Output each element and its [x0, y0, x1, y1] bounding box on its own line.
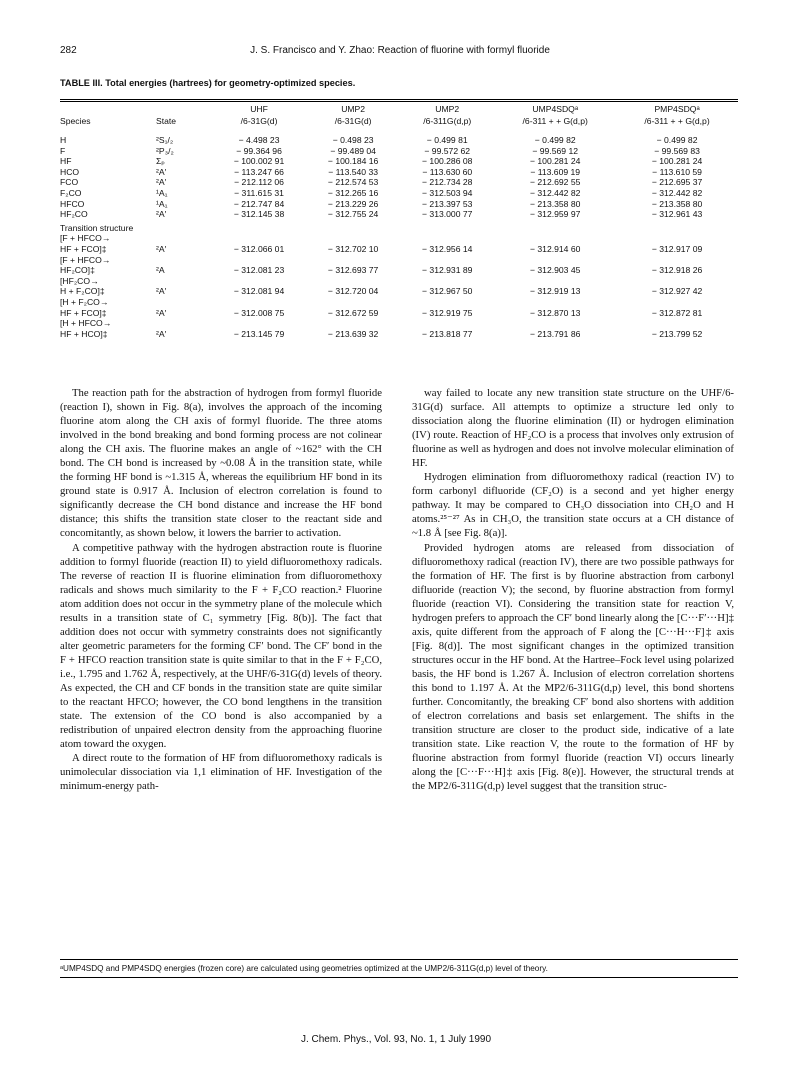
state-cell: ²A′ — [156, 243, 167, 254]
energy-cell: − 213.145 79 — [233, 328, 285, 339]
col-header — [60, 103, 156, 115]
empty-cell — [212, 233, 306, 244]
body-column-right — [412, 386, 734, 793]
state-cell: ²A′ — [156, 177, 167, 188]
empty-cell — [494, 255, 616, 266]
empty-cell — [212, 297, 306, 308]
ts-row — [60, 286, 738, 297]
energy-cell: − 312.919 13 — [529, 286, 581, 297]
species-cell: HCO — [60, 166, 80, 177]
table-top-rule-2 — [60, 101, 738, 102]
energy-cell: − 100.002 91 — [233, 156, 285, 167]
ts-species-line2: HF + FCO]‡ — [60, 243, 107, 254]
empty-cell — [212, 318, 306, 329]
empty-cell — [156, 255, 212, 266]
energy-cell: − 312.702 10 — [327, 243, 379, 254]
body-column-left — [60, 386, 382, 793]
table-row — [60, 209, 738, 220]
species-cell: F — [60, 145, 66, 156]
state-cell: ²A — [156, 265, 165, 276]
col-header-method: UMP2 — [341, 104, 366, 114]
ts-row-label — [60, 297, 738, 308]
energy-cell: − 213.818 77 — [422, 328, 473, 339]
paragraph: Provided hydrogen atoms are released from dissociation of difluoromethoxy radical (reaction IV), there are two possible pathways for the formation of HF. The first is by fluorine abstraction from carbonyl difluoride (reaction V); the second, by fluorine abstraction from formyl fluoride (reaction VI). Considering the transition state for reaction V, hydrogen prefers to approach the CF′ bond linearly along the [C···F′···H]‡ axis, quite different from the approach of F along the [C···H···F]‡ axis [Fig. 8(d)]. The most significant changes in the optimized transition structures occur in the HF bond. At the Hartree–Fock level using polarized basis, the HF bond is 1.267 Å. Inclusion of electron correlation shortens this bond to 1.197 Å. At the MP2/6-311G(d,p) level, this bond shortens further. Concomitantly, the breaking CF′ bond also shortens with addition of electron correlations and basis set enlargement. The shifts in the transition structure are closer to the product side, indicative of a late transition state. Like reaction V, the route to the formation of HF by fluorine abstraction from formyl fluoride (reaction VI) occurs linearly along the [C···F···H]‡ axis [Fig. 8(e)]. However, the structural trends at the MP2/6-311G(d,p) level suggest that the transition struc- — [412, 541, 734, 793]
empty-cell — [306, 297, 400, 308]
energy-cell: − 312.672 59 — [327, 307, 379, 318]
table-header-method-row — [60, 103, 738, 115]
ts-species-line1: [H + HFCO→ — [60, 318, 112, 329]
empty-cell — [156, 276, 212, 287]
energy-cell: − 312.442 82 — [529, 187, 581, 198]
energy-cell: − 212.695 37 — [651, 177, 703, 188]
empty-cell — [212, 276, 306, 287]
col-header-basis: /6-31G(d) — [334, 116, 372, 126]
ts-heading: Transition structure — [60, 222, 134, 233]
empty-cell — [616, 233, 738, 244]
state-cell: ²A′ — [156, 328, 167, 339]
col-header-method: UHF — [250, 104, 268, 114]
empty-cell — [494, 318, 616, 329]
col-header-species: Species — [60, 116, 91, 126]
energy-cell: − 4.498 23 — [238, 135, 280, 145]
energy-cell: − 212.734 28 — [422, 177, 473, 188]
species-cell: H — [60, 135, 67, 145]
energy-cell: − 213.639 32 — [327, 328, 379, 339]
paragraph: A direct route to the formation of HF from difluoromethoxy radicals is unimolecular dissociation via 1,1 elimination of HF. Investigation of the minimum-energy path- — [60, 752, 382, 793]
species-cell: HF₂CO — [60, 209, 88, 220]
empty-cell — [156, 318, 212, 329]
table-row — [60, 167, 738, 178]
table-row — [60, 146, 738, 157]
state-cell: ¹A₁ — [156, 198, 168, 209]
table-footnote: ᵃUMP4SDQ and PMP4SDQ energies (frozen core) are calculated using geometries optimized at the UMP2/6-311G(d,p) level of theory. — [60, 964, 548, 973]
table-row — [60, 177, 738, 188]
energy-cell: − 312.967 50 — [422, 286, 473, 297]
species-cell: HF — [60, 156, 72, 167]
energy-cell: − 212.574 53 — [327, 177, 379, 188]
ts-heading-row — [60, 220, 738, 234]
empty-cell — [616, 276, 738, 287]
empty-cell — [400, 276, 494, 287]
empty-cell — [306, 318, 400, 329]
energy-cell: − 100.184 16 — [327, 156, 379, 167]
empty-cell — [400, 233, 494, 244]
ts-row-label — [60, 255, 738, 266]
col-header-method: PMP4SDQᵃ — [654, 104, 700, 114]
energy-cell: − 312.903 45 — [529, 265, 581, 276]
energy-cell: − 313.000 77 — [422, 209, 473, 220]
paragraph: A competitive pathway with the hydrogen abstraction route is fluorine addition to formyl fluoride (reaction II) to yield difluoromethoxy radicals. The reverse of reaction II is fluorine elimination from difluoromethoxy radicals and shows much similarity to the F + F₂CO reaction.² Fluorine atom addition does not occur in the symmetry plane of the molecule which results in a transition state of C₁ symmetry [Fig. 8(b)]. The fact that addition does not occur with symmetry constraints does not significantly alter geometric parameters for the forming CF′ bond. The CF′ bond in the F + HFCO reaction transition state is quite similar to that in the F + F₂CO, i.e., 1.795 and 1.762 Å, respectively, at the UHF/6-31G(d) levels of theory. As expected, the CH and CF bonds in the transition state are quite similar to the reactant HFCO; however, the CO bond lengthens in the transition state. The extension of the CO bond is also accompanied by a redistribution of unpaired electron density from the approaching fluorine atom toward the oxygen. — [60, 541, 382, 751]
energy-cell: − 99.572 62 — [424, 145, 471, 156]
table-bottom-rule — [60, 959, 738, 960]
ts-row — [60, 265, 738, 276]
ts-species-line1: [F + HFCO→ — [60, 233, 111, 244]
energy-cell: − 312.755 24 — [327, 209, 379, 220]
ts-species-line1: [H + F₂CO→ — [60, 296, 109, 307]
energy-cell: − 0.498 23 — [332, 135, 374, 145]
energy-cell: − 312.956 14 — [422, 243, 473, 254]
empty-cell — [494, 233, 616, 244]
energy-cell: − 99.569 12 — [532, 145, 579, 156]
empty-cell — [156, 233, 212, 244]
energy-cell: − 312.931 89 — [422, 265, 473, 276]
energy-cell: − 311.615 31 — [234, 187, 284, 198]
energy-cell: − 113.609 19 — [530, 166, 581, 177]
table-top-rule — [60, 99, 738, 100]
energy-cell: − 213.397 53 — [422, 198, 473, 209]
energy-cell: − 99.489 04 — [330, 145, 376, 156]
ts-species-line1: [HF₂CO→ — [60, 275, 99, 286]
journal-footer: J. Chem. Phys., Vol. 93, No. 1, 1 July 1990 — [300, 1034, 492, 1045]
energy-cell: − 312.503 94 — [422, 187, 473, 198]
empty-cell — [616, 297, 738, 308]
energy-cell: − 0.499 82 — [656, 135, 698, 145]
species-cell: F₂CO — [60, 187, 82, 198]
state-cell: ²P₃/₂ — [156, 145, 174, 156]
col-header-basis: /6-311G(d,p) — [423, 116, 472, 126]
energy-cell: − 312.872 81 — [651, 307, 703, 318]
ts-species-line2: HF + HCO]‡ — [60, 328, 108, 339]
col-header-basis: /6-311 + + G(d,p) — [522, 116, 588, 126]
empty-cell — [400, 255, 494, 266]
energy-cell: − 100.281 24 — [651, 156, 703, 167]
energy-cell: − 312.145 38 — [233, 209, 285, 220]
empty-cell — [494, 276, 616, 287]
energy-cell: − 312.927 42 — [651, 286, 703, 297]
empty-cell — [156, 297, 212, 308]
table-spacer-row — [60, 127, 738, 135]
energy-cell: − 113.610 59 — [652, 166, 702, 177]
ts-species-line2: H + F₂CO]‡ — [60, 286, 105, 297]
ts-row — [60, 244, 738, 255]
energy-cell: − 212.112 06 — [234, 177, 284, 188]
paragraph: way failed to locate any new transition state structure on the UHF/6-31G(d) surface. All attempts to optimize a structure led only to dissociation along the fluorine elimination (II) or hydrogen elimination (IV) route. Reaction of HF₂CO is a process that involves only extrusion of fluorine as well as hydrogen and does not involve molecular elimination of HF. — [412, 387, 734, 470]
ts-row — [60, 308, 738, 319]
col-header-state: State — [156, 116, 177, 126]
energy-cell: − 100.286 08 — [422, 156, 473, 167]
table-row — [60, 199, 738, 210]
table-row — [60, 135, 738, 146]
energy-cell: − 213.799 52 — [651, 328, 703, 339]
col-header-method: UMP4SDQᵃ — [532, 104, 579, 114]
empty-cell — [400, 318, 494, 329]
empty-cell — [306, 233, 400, 244]
energy-cell: − 312.870 13 — [529, 307, 581, 318]
paragraph: The reaction path for the abstraction of hydrogen from formyl fluoride (reaction I), shown in Fig. 8(a), involves the approach of the incoming fluorine atom along the CH axis of formyl fluoride. The three atoms involved in the bond breaking and bond forming process are not colinear along the CH axis. The fluorine makes an angle of ~162° with the CH bond. The CH bond is increased by ~0.08 Å in the transition state, while the forming HF bond is ~1.315 Å, whereas the equilibrium HF bond in its ground state is 0.917 Å. Inclusion of electron correlation is found to significantly decrease the CH bond distance and increase the HF bond distance; this shifts the transition state closer to the reactant side and concomitantly, as shown below, it lowers the barrier to activation. — [60, 387, 382, 540]
energy-cell: − 312.959 97 — [529, 209, 581, 220]
energy-cell: − 312.442 82 — [651, 187, 703, 198]
ts-row — [60, 329, 738, 340]
col-header-basis: /6-311 + + G(d,p) — [644, 116, 710, 126]
empty-cell — [616, 255, 738, 266]
footnote-rule — [60, 977, 738, 978]
page-number: 282 — [60, 45, 77, 56]
energy-cell: − 312.066 01 — [233, 243, 285, 254]
energy-cell: − 113.630 60 — [422, 166, 473, 177]
energy-cell: − 213.358 80 — [529, 198, 581, 209]
table-row — [60, 156, 738, 167]
running-title: J. S. Francisco and Y. Zhao: Reaction of fluorine with formyl fluoride — [250, 45, 550, 56]
ts-species-line2: HF₂CO]‡ — [60, 265, 95, 276]
energy-cell: − 312.265 16 — [327, 187, 379, 198]
energy-cell: − 312.008 75 — [233, 307, 285, 318]
energy-cell: − 213.791 86 — [529, 328, 581, 339]
energy-cell: − 312.081 23 — [233, 265, 285, 276]
ts-row-label — [60, 276, 738, 287]
ts-row-label — [60, 233, 738, 244]
ts-species-line2: HF + FCO]‡ — [60, 307, 107, 318]
energy-cell: − 99.364 96 — [236, 145, 282, 156]
ts-row-label — [60, 318, 738, 329]
empty-cell — [212, 255, 306, 266]
empty-cell — [306, 255, 400, 266]
empty-cell — [616, 318, 738, 329]
energy-cell: − 213.358 80 — [651, 198, 703, 209]
energy-cell: − 312.917 09 — [651, 243, 703, 254]
energy-cell: − 100.281 24 — [529, 156, 581, 167]
state-cell: ²A′ — [156, 286, 167, 297]
species-cell: HFCO — [60, 198, 85, 209]
energy-cell: − 113.247 66 — [234, 166, 284, 177]
energy-cell: − 312.720 04 — [327, 286, 379, 297]
table-caption: TABLE III. Total energies (hartrees) for geometry-optimized species. — [60, 78, 356, 88]
energies-table — [60, 103, 738, 339]
energy-cell: − 0.499 82 — [534, 135, 576, 145]
species-cell: FCO — [60, 177, 79, 188]
energy-cell: − 212.692 55 — [529, 177, 581, 188]
ts-species-line1: [F + HFCO→ — [60, 254, 111, 265]
energy-cell: − 212.747 84 — [233, 198, 285, 209]
table-row — [60, 188, 738, 199]
table-header-basis-row — [60, 115, 738, 127]
empty-cell — [494, 297, 616, 308]
energy-cell: − 312.914 60 — [529, 243, 581, 254]
energy-cell: − 312.919 75 — [422, 307, 473, 318]
state-cell: ²A′ — [156, 209, 167, 220]
energy-cell: − 113.540 33 — [328, 166, 379, 177]
state-cell: ²A′ — [156, 307, 167, 318]
state-cell: Σₚ — [156, 156, 165, 167]
col-header — [156, 103, 212, 115]
empty-cell — [400, 297, 494, 308]
paragraph: Hydrogen elimination from difluoromethoxy radical (reaction IV) to form carbonyl difluoride (CF₂O) is a second and yet higher energy pathway. It may be compared to CH₃O dissociation into CH₂O and H atoms.²⁵⁻²⁷ As in CH₃O, the transition state occurs at a CH distance of ~1.8 Å [see Fig. 8(a)]. — [412, 471, 734, 540]
energy-cell: − 99.569 83 — [654, 145, 700, 156]
energy-cell: − 312.693 77 — [327, 265, 379, 276]
empty-cell — [306, 276, 400, 287]
energy-cell: − 312.961 43 — [651, 209, 703, 220]
state-cell: ²A′ — [156, 166, 167, 177]
energy-cell: − 0.499 81 — [426, 135, 468, 145]
energy-cell: − 312.081 94 — [233, 286, 285, 297]
col-header-basis: /6-31G(d) — [240, 116, 278, 126]
energy-cell: − 312.918 26 — [651, 265, 703, 276]
col-header-method: UMP2 — [435, 104, 460, 114]
state-cell: ¹A₁ — [156, 187, 168, 198]
state-cell: ²S₁/₂ — [156, 135, 174, 145]
energy-cell: − 213.229 26 — [327, 198, 379, 209]
spacer-cell — [60, 127, 738, 135]
